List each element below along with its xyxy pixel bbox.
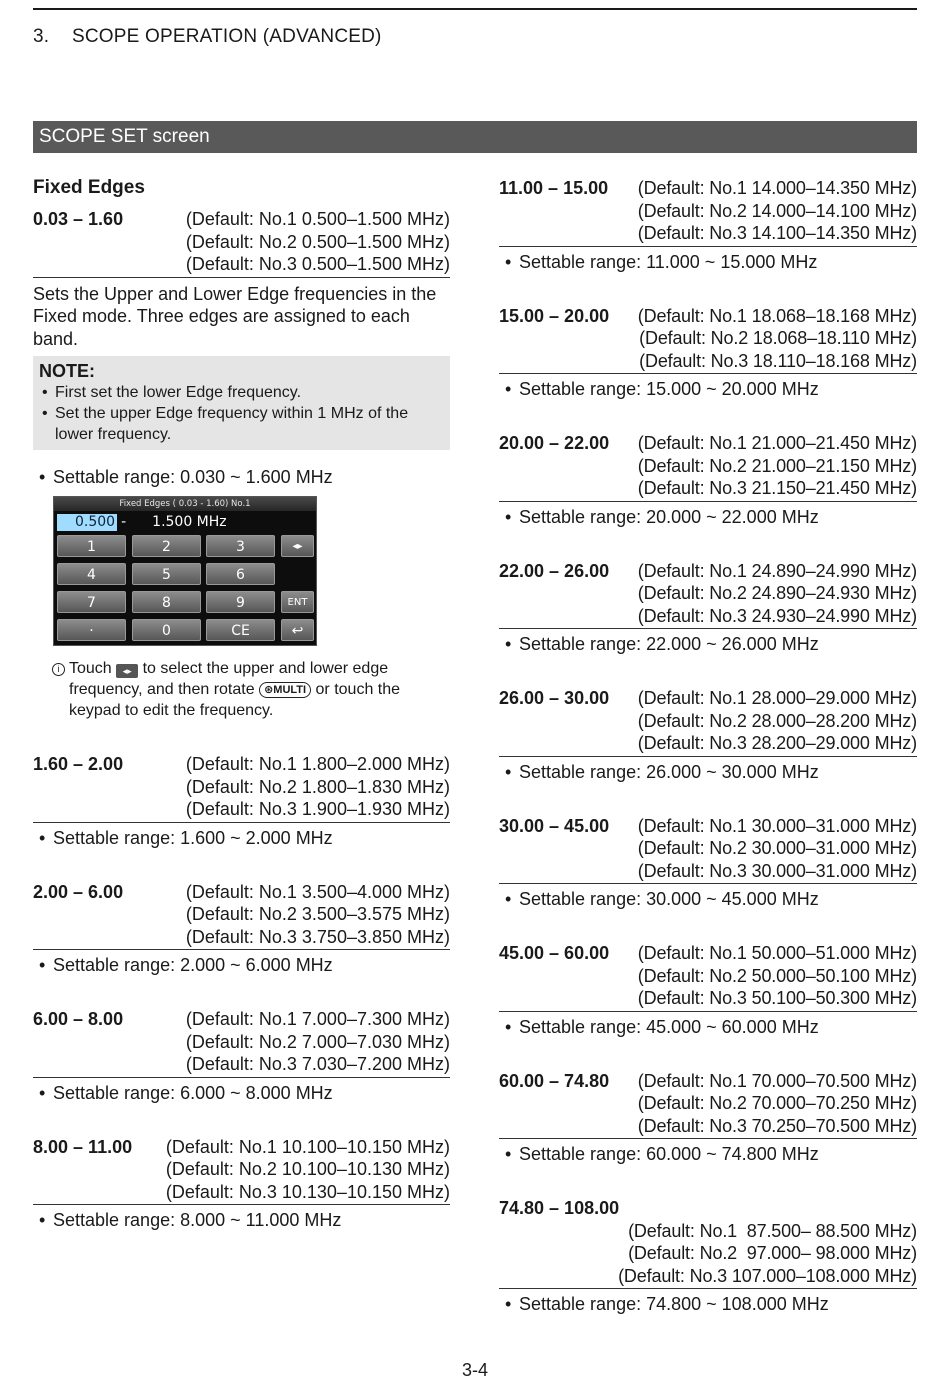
arrows-key-icon: ◂▸: [116, 664, 138, 678]
key-1[interactable]: 1: [57, 535, 126, 557]
default-no1: (Default: No.1 10.100–10.150 MHz): [165, 1136, 450, 1157]
fixed-edges-title: Fixed Edges: [33, 177, 145, 198]
default-no2: (Default: No.2 0.500–1.500 MHz): [185, 231, 450, 252]
band-20.00-22.00: [499, 432, 917, 528]
default-no2: (Default: No.2 30.000–31.000 MHz): [637, 838, 917, 858]
band-2.00-6.00: [33, 881, 450, 977]
chapter-title: SCOPE OPERATION (ADVANCED): [72, 26, 382, 47]
settable-range: • Settable range: 1.600 ~ 2.000 MHz: [39, 827, 333, 848]
note-item: • First set the lower Edge frequency.: [42, 384, 302, 401]
band-26.00-30.00: [499, 687, 917, 783]
band-name: 8.00 – 11.00: [33, 1136, 133, 1157]
key-3[interactable]: 3: [206, 535, 275, 557]
settable-range: • Settable range: 74.800 ~ 108.000 MHz: [505, 1294, 829, 1314]
settable-range: • Settable range: 8.000 ~ 11.000 MHz: [39, 1210, 342, 1230]
key-8[interactable]: 8: [132, 591, 201, 613]
band-header: [499, 305, 917, 375]
band-name: 1.60 – 2.00: [33, 754, 124, 774]
ce-key[interactable]: CE: [206, 619, 275, 641]
band-header: [499, 815, 917, 885]
band-name: 26.00 – 30.00: [499, 688, 610, 708]
edge-separator: -: [121, 514, 127, 530]
default-no3: (Default: No.3 7.030–7.200 MHz): [185, 1054, 450, 1074]
band-60.00-74.80: [499, 1070, 917, 1166]
keypad-title: Fixed Edges ( 0.03 - 1.60) No.1: [54, 497, 316, 511]
band-header: [499, 687, 917, 757]
default-no2: (Default: No.2 24.890–24.930 MHz): [637, 583, 917, 603]
chapter-number: 3.: [33, 26, 50, 47]
settable-range: • Settable range: 20.000 ~ 22.000 MHz: [505, 506, 819, 527]
default-no3: (Default: No.3 28.200–29.000 MHz): [637, 733, 917, 753]
default-no2: (Default: No.2 50.000–50.100 MHz): [637, 965, 917, 986]
band-name: 0.03 – 1.60: [33, 209, 124, 229]
band-header: [33, 208, 450, 278]
band-45.00-60.00: [499, 942, 917, 1038]
default-no1: (Default: No.1 3.500–4.000 MHz): [185, 881, 450, 902]
fixed-edges-description: Sets the Upper and Lower Edge frequencies in the Fixed mode. Three edges are assigned to each band.: [33, 283, 437, 349]
band-name: 15.00 – 20.00: [499, 305, 610, 326]
band-11.00-15.00: [499, 177, 917, 273]
key-5[interactable]: 5: [132, 563, 201, 585]
default-no3: (Default: No.3 50.100–50.300 MHz): [637, 988, 917, 1008]
default-no3: (Default: No.3 18.110–18.168 MHz): [639, 350, 917, 371]
default-no2: (Default: No.2 21.000–21.150 MHz): [637, 455, 917, 476]
band-name: 60.00 – 74.80: [499, 1070, 610, 1091]
section-title-bar: SCOPE SET screen: [33, 121, 917, 153]
band-header: [33, 1008, 450, 1078]
multi-dial-icon: ⊛MULTI: [259, 682, 311, 698]
default-no3: (Default: No.3 107.000–108.000 MHz): [618, 1265, 917, 1286]
settable-range: • Settable range: 26.000 ~ 30.000 MHz: [505, 761, 819, 782]
key-7[interactable]: 7: [57, 591, 126, 613]
upper-edge-field[interactable]: 1.500 MHz: [152, 514, 227, 530]
settable-range: • Settable range: 22.000 ~ 26.000 MHz: [505, 634, 819, 654]
band-header: [33, 753, 450, 823]
band-header: [499, 942, 917, 1012]
default-no2: (Default: No.2 10.100–10.130 MHz): [165, 1159, 450, 1179]
default-no2: (Default: No.2 3.500–3.575 MHz): [185, 904, 450, 924]
settable-range: • Settable range: 0.030 ~ 1.600 MHz: [39, 467, 333, 487]
note-title: NOTE:: [39, 361, 95, 381]
top-rule: [33, 8, 917, 10]
info-icon: i: [52, 663, 65, 676]
key-6[interactable]: 6: [206, 563, 275, 585]
default-no3: (Default: No.3 21.150–21.450 MHz): [637, 478, 917, 498]
band-name: 6.00 – 8.00: [33, 1009, 124, 1029]
keypad-display: [57, 514, 227, 531]
settable-range: • Settable range: 2.000 ~ 6.000 MHz: [39, 955, 333, 975]
band-name: 22.00 – 26.00: [499, 560, 610, 581]
band-8.00-11.00: [33, 1136, 450, 1232]
default-no3: (Default: No.3 3.750–3.850 MHz): [185, 926, 450, 947]
touch-tip: i Touch ◂▸ to select the upper and lower edge frequency, and then rotate ⊛MULTI or touch the keypad to edit the frequency.: [33, 658, 450, 721]
key-9[interactable]: 9: [206, 591, 275, 613]
default-no3: (Default: No.3 14.100–14.350 MHz): [637, 223, 917, 243]
default-no1: (Default: No.1 30.000–31.000 MHz): [637, 815, 917, 836]
default-no3: (Default: No.3 70.250–70.500 MHz): [637, 1115, 917, 1136]
note-box: [33, 356, 450, 450]
default-no1: (Default: No.1 70.000–70.500 MHz): [637, 1070, 917, 1091]
default-no3: (Default: No.3 24.930–24.990 MHz): [637, 605, 917, 626]
band-name: 11.00 – 15.00: [499, 178, 609, 198]
note-item: • Set the upper Edge frequency within 1 MHz of the lower frequency.: [42, 405, 409, 443]
back-key[interactable]: ↩: [281, 619, 314, 641]
band-6.00-8.00: [33, 1008, 450, 1104]
default-no1: (Default: No.1 28.000–29.000 MHz): [637, 688, 917, 708]
default-no1: (Default: No.1 87.500– 88.500 MHz): [628, 1220, 917, 1241]
band-name: 20.00 – 22.00: [499, 433, 610, 453]
default-no1: (Default: No.1 24.890–24.990 MHz): [637, 560, 917, 581]
default-no3: (Default: No.3 10.130–10.150 MHz): [165, 1181, 450, 1202]
key-2[interactable]: 2: [132, 535, 201, 557]
settable-range: • Settable range: 30.000 ~ 45.000 MHz: [505, 889, 819, 909]
fixed-edges-keypad-screen: [53, 496, 317, 646]
default-no2: (Default: No.2 7.000–7.030 MHz): [185, 1031, 450, 1052]
default-no2: (Default: No.2 1.800–1.830 MHz): [185, 776, 450, 797]
band-15.00-20.00: [499, 305, 917, 401]
band-header: [499, 1197, 917, 1289]
band-header: [499, 432, 917, 502]
settable-range: • Settable range: 15.000 ~ 20.000 MHz: [505, 379, 819, 399]
right-column: [499, 177, 917, 1315]
default-no2: (Default: No.2 18.068–18.110 MHz): [639, 328, 917, 348]
band-header: [499, 560, 917, 630]
band-header: [499, 1070, 917, 1140]
settable-range: • Settable range: 11.000 ~ 15.000 MHz: [505, 251, 818, 272]
default-no1: (Default: No.1 18.068–18.168 MHz): [637, 305, 917, 326]
band-30.00-45.00: [499, 815, 917, 911]
default-no1: (Default: No.1 0.500–1.500 MHz): [185, 209, 450, 229]
default-no2: (Default: No.2 70.000–70.250 MHz): [637, 1093, 917, 1113]
default-no3: (Default: No.3 30.000–31.000 MHz): [637, 860, 917, 881]
band-header: [499, 177, 917, 247]
default-no1: (Default: No.1 21.000–21.450 MHz): [637, 433, 917, 453]
band-0.03-1.60: [33, 208, 450, 278]
band-header: [33, 1136, 450, 1206]
default-no1: (Default: No.1 1.800–2.000 MHz): [185, 754, 450, 774]
band-name: 74.80 – 108.00: [499, 1198, 620, 1218]
band-1.60-2.00: [33, 753, 450, 849]
ent-key[interactable]: ENT: [281, 591, 314, 613]
dot-key[interactable]: ·: [57, 619, 126, 641]
default-no1: (Default: No.1 14.000–14.350 MHz): [637, 178, 917, 198]
key-0[interactable]: 0: [132, 619, 201, 641]
default-no1: (Default: No.1 7.000–7.300 MHz): [185, 1009, 450, 1029]
default-no2: (Default: No.2 14.000–14.100 MHz): [637, 200, 917, 221]
key-4[interactable]: 4: [57, 563, 126, 585]
default-no3: (Default: No.3 0.500–1.500 MHz): [185, 254, 450, 274]
left-column: [33, 177, 450, 1231]
band-22.00-26.00: [499, 560, 917, 656]
chapter-header: [33, 26, 382, 48]
band-74.80-108.00: [499, 1197, 917, 1315]
settable-range: • Settable range: 6.000 ~ 8.000 MHz: [39, 1082, 333, 1103]
band-header: [33, 881, 450, 951]
arrows-key[interactable]: ◂▸: [281, 535, 314, 557]
band-name: 45.00 – 60.00: [499, 943, 610, 963]
default-no3: (Default: No.3 1.900–1.930 MHz): [185, 799, 450, 819]
band-name: 2.00 – 6.00: [33, 881, 124, 902]
band-name: 30.00 – 45.00: [499, 815, 610, 836]
page-number: 3-4: [461, 1360, 488, 1380]
default-no2: (Default: No.2 97.000– 98.000 MHz): [628, 1243, 917, 1263]
lower-edge-field[interactable]: 0.500: [57, 514, 117, 531]
settable-range: • Settable range: 45.000 ~ 60.000 MHz: [505, 1016, 819, 1037]
settable-range: • Settable range: 60.000 ~ 74.800 MHz: [505, 1144, 819, 1164]
default-no2: (Default: No.2 28.000–28.200 MHz): [637, 710, 917, 731]
default-no1: (Default: No.1 50.000–51.000 MHz): [637, 943, 917, 963]
